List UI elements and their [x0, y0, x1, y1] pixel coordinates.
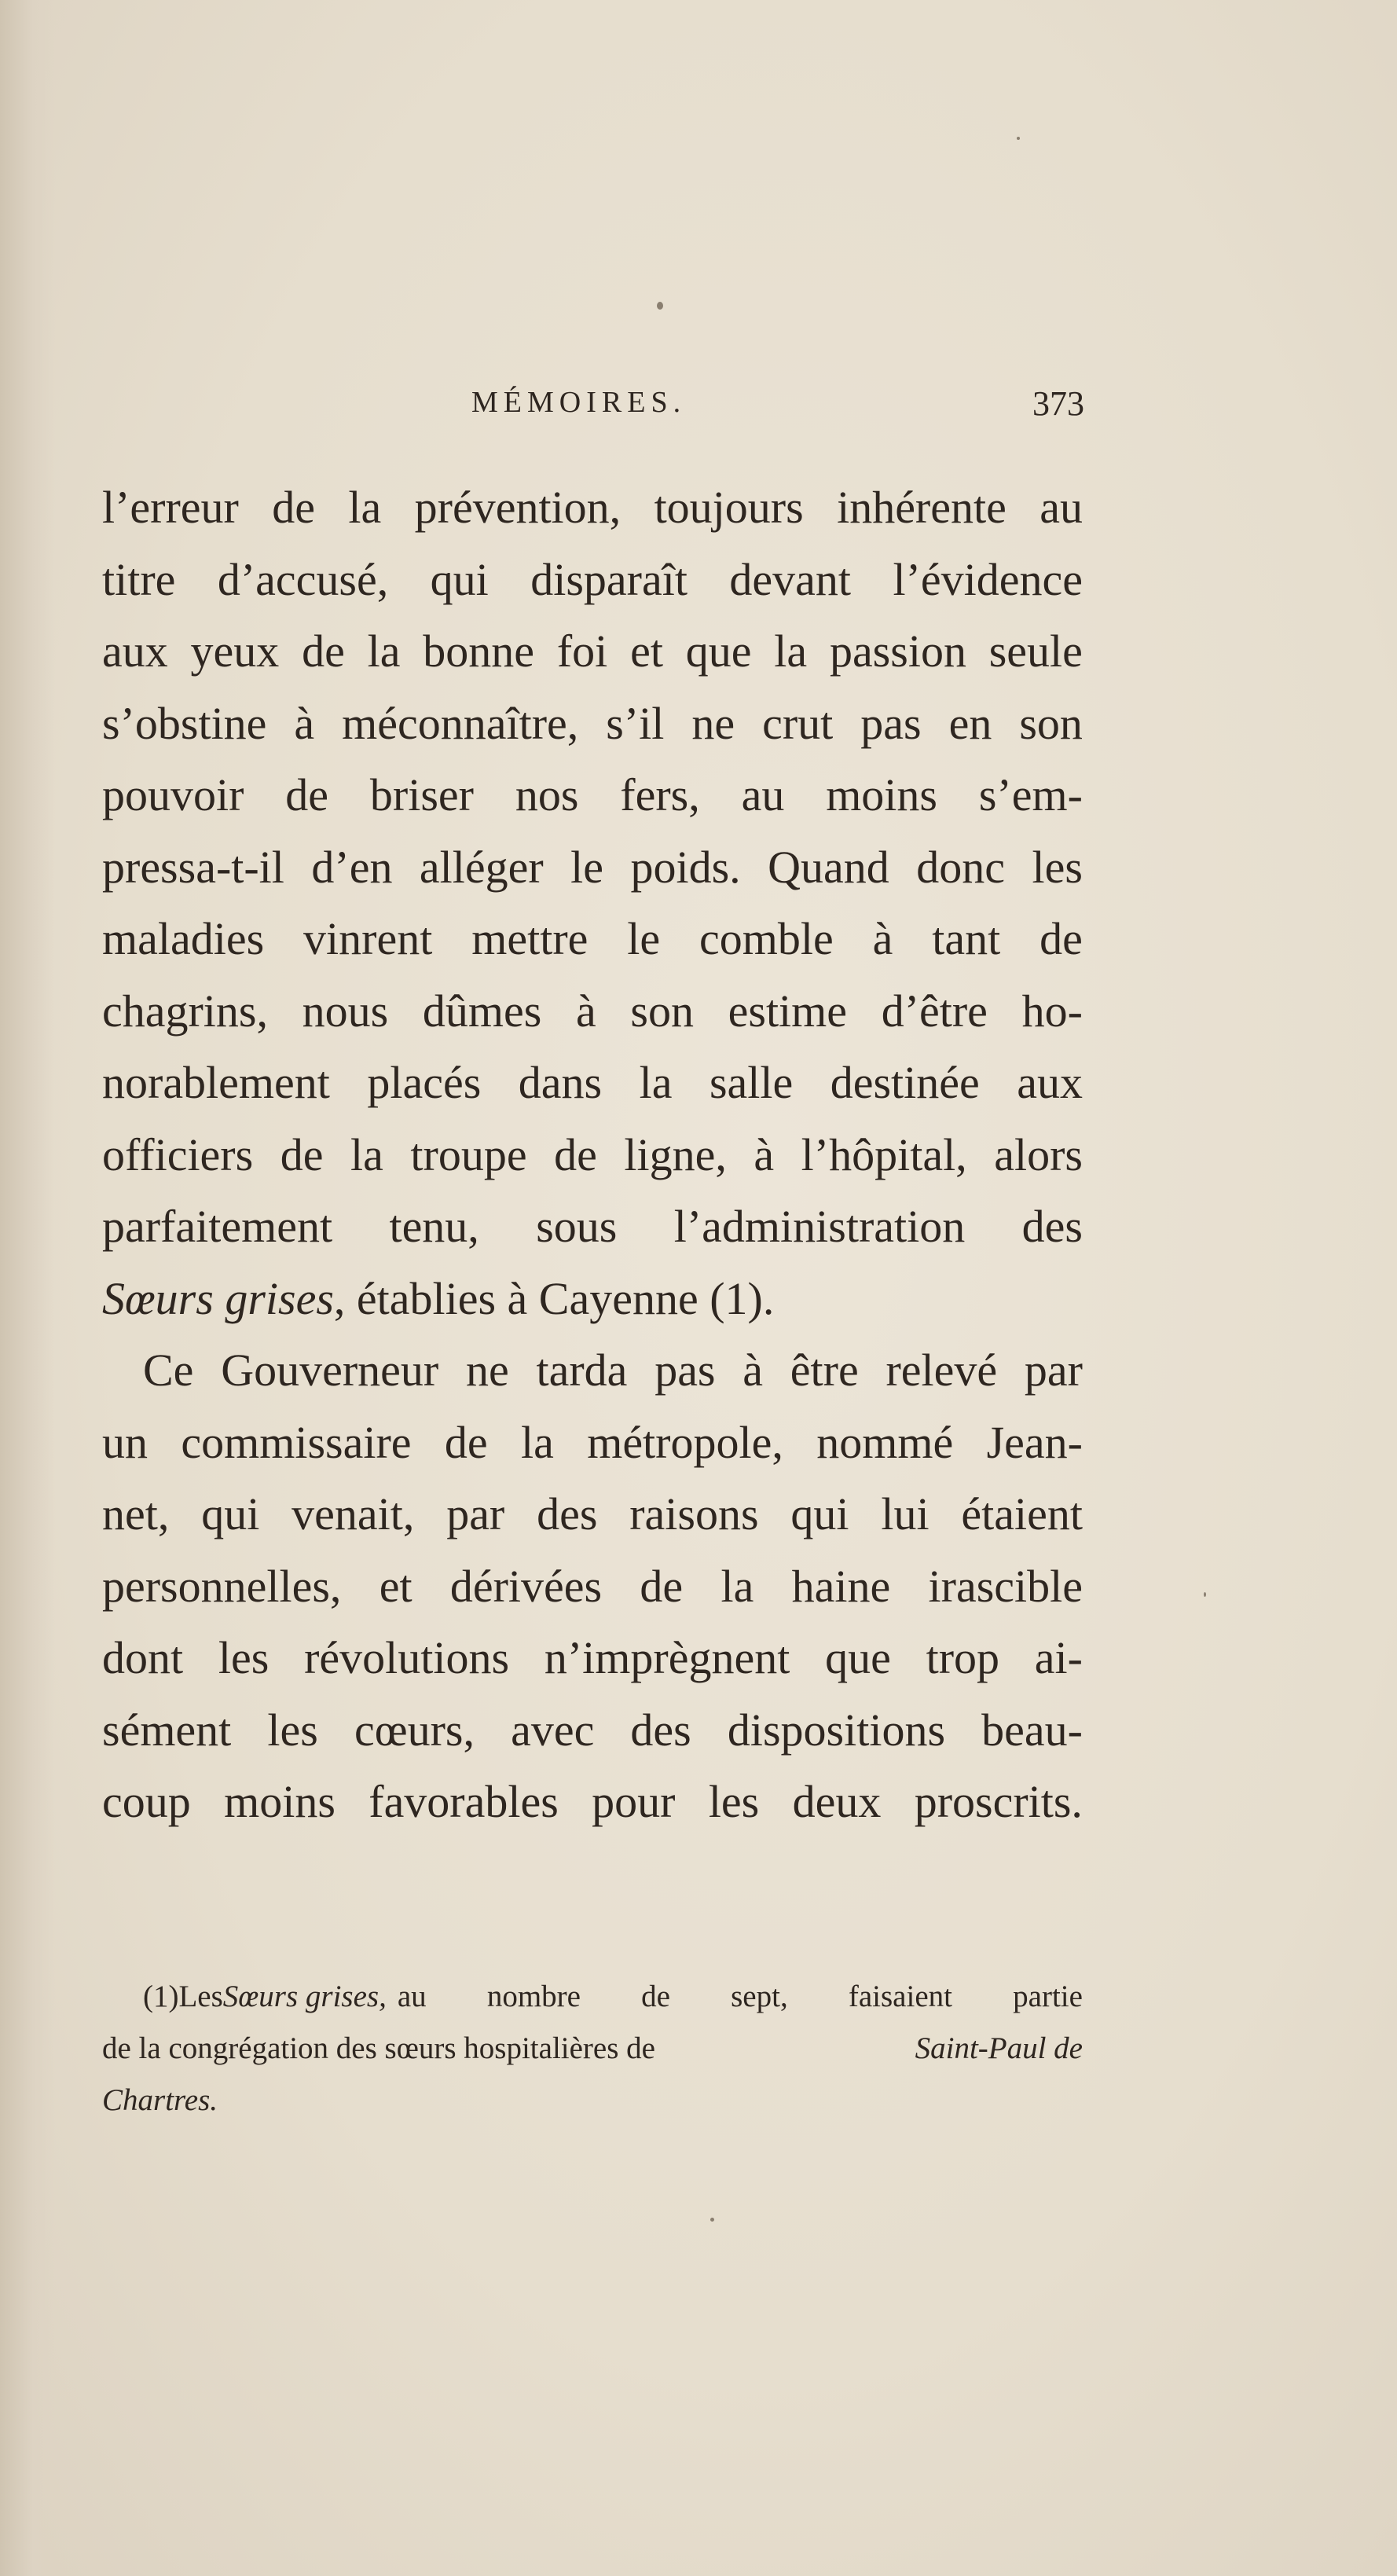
text-line-last [102, 1263, 1083, 1335]
footnote-text: au nombre de sept, faisaient partie [397, 1980, 1083, 2013]
text-line: titre d’accusé, qui disparaît devant l’évidence [102, 553, 1083, 605]
text-line: chagrins, nous dûmes à son estime d’être ho- [102, 985, 1083, 1037]
text-line: un commissaire de la métropole, nommé Jean- [102, 1416, 1083, 1468]
footnote-text: Les [178, 1980, 223, 2013]
text-line: coup moins favorables pour les deux proscrits. [102, 1776, 1083, 1827]
text-line: maladies vinrent mettre le comble à tant de [102, 913, 1083, 964]
text-fragment: , établies à Cayenne (1). [333, 1272, 775, 1324]
text-line: l’erreur de la prévention, toujours inhérente au [102, 482, 1083, 533]
paper-speck [1017, 137, 1020, 140]
page-number: 373 [1032, 384, 1084, 423]
text-line: norablement placés dans la salle destinée aux [102, 1057, 1083, 1108]
text-line: s’obstine à méconnaître, s’il ne crut pas en son [102, 697, 1083, 749]
footnote-marker: (1) [143, 1980, 179, 2013]
paragraph-1 [102, 472, 1083, 1334]
paper-speck [657, 302, 663, 310]
footnote-line [102, 2023, 1083, 2075]
footnote-italic: Sœurs grises, [222, 1980, 387, 2013]
text-line: net, qui venait, par des raisons qui lui étaient [102, 1488, 1083, 1539]
footnote-italic: Saint-Paul de [915, 2031, 1083, 2065]
page-header [102, 377, 1084, 432]
footnote-line [102, 2075, 1083, 2126]
page-gutter-shadow [0, 0, 55, 2576]
footnote-text: de la congrégation des sœurs hospitalières de [102, 2031, 655, 2065]
text-line: parfaitement tenu, sous l’administration des [102, 1201, 1083, 1252]
text-line: aux yeux de la bonne foi et que la passion seule [102, 626, 1083, 677]
text-line: pressa-t-il d’en alléger le poids. Quand donc les [102, 841, 1083, 893]
text-line: officiers de la troupe de ligne, à l’hôpital, alors [102, 1128, 1083, 1180]
text-line: pouvoir de briser nos fers, au moins s’em- [102, 769, 1083, 820]
footnote-italic: Chartres. [102, 2083, 218, 2117]
paragraph-2 [102, 1334, 1083, 1838]
footnote [102, 1971, 1083, 2126]
italic-term: Sœurs grises [102, 1272, 334, 1324]
text-line: Ce Gouverneur ne tarda pas à être relevé par [143, 1345, 1083, 1396]
body-text [102, 472, 1083, 1838]
running-head: MÉMOIRES. [471, 386, 687, 419]
text-line: dont les révolutions n’imprègnent que trop ai- [102, 1632, 1083, 1683]
footnote-line [102, 1971, 1083, 2023]
text-line: personnelles, et dérivées de la haine irascible [102, 1560, 1083, 1612]
paper-speck [710, 2218, 714, 2222]
paper-speck [1204, 1592, 1206, 1597]
text-line: sément les cœurs, avec des dispositions beau- [102, 1704, 1083, 1756]
